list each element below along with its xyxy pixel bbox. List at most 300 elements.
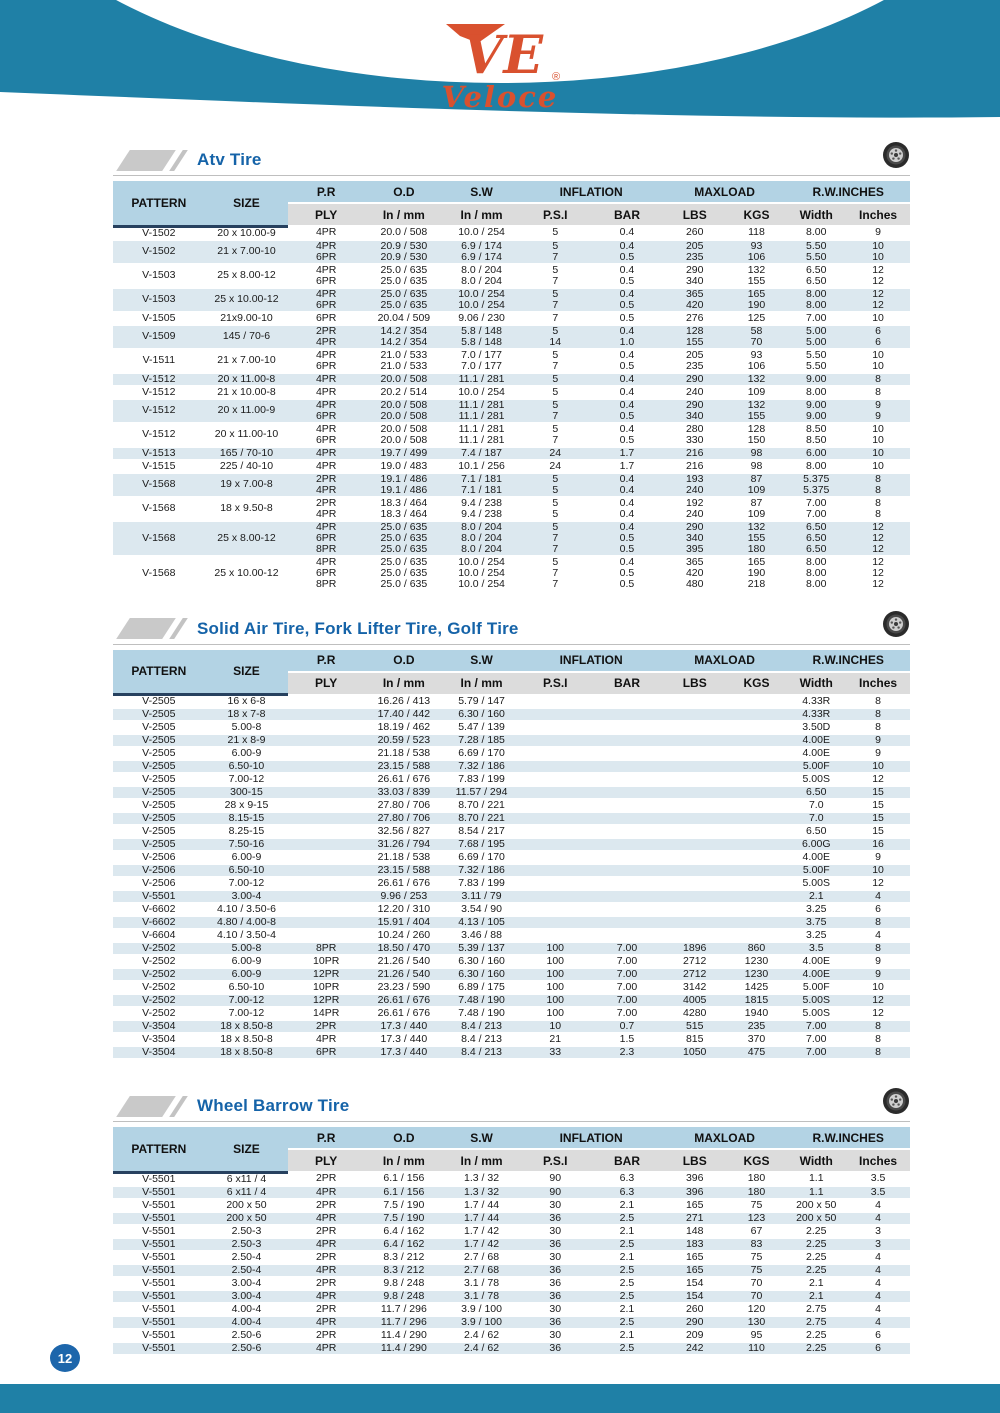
- cell-width: 7.00: [786, 1033, 846, 1046]
- cell-bar: 1.7: [591, 447, 663, 460]
- cell-lbs: 276: [663, 312, 727, 325]
- cell-size: 8.25-15: [205, 825, 289, 838]
- table-row: [113, 460, 910, 473]
- cell-pattern: V-2502: [113, 994, 205, 1007]
- cell-lbs: 271: [663, 1212, 727, 1225]
- cell-inches: 3.5: [846, 1172, 910, 1186]
- cell-sw: 8.0 / 204: [444, 544, 520, 556]
- table-body: [113, 695, 910, 1059]
- cell-od: 6.1 / 156: [364, 1186, 444, 1199]
- cell-ply: 4PR: [288, 264, 364, 276]
- cell-kgs: [727, 929, 787, 942]
- cell-kgs: 132: [727, 521, 787, 533]
- cell-sw: 10.0 / 254: [458, 577, 505, 590]
- cell-width: 4.00E: [786, 955, 846, 968]
- title-parallelogram-decoration: [116, 618, 176, 639]
- cell-inches: 6: [846, 1329, 910, 1342]
- cell-sw: 6.30 / 160: [444, 968, 520, 981]
- table-row: [113, 386, 910, 399]
- cell-kgs: [727, 903, 787, 916]
- cell-lbs: 290: [663, 521, 727, 533]
- cell-size: 6 x11 / 4: [205, 1186, 289, 1199]
- cell-width: 8.00: [786, 460, 846, 473]
- cell-inches: 10: [846, 981, 910, 994]
- cell-inches: 9: [846, 851, 910, 864]
- cell-od: 23.23 / 590: [364, 981, 444, 994]
- cell-inches: 8: [846, 1020, 910, 1033]
- cell-bar: 7.00: [591, 942, 663, 955]
- cell-od: 17.40 / 442: [364, 708, 444, 721]
- cell-pattern: V-2505: [113, 786, 205, 799]
- cell-od: 26.61 / 676: [364, 877, 444, 890]
- cell-psi: 5: [519, 264, 591, 276]
- cell-ply: 4PR: [288, 1033, 364, 1046]
- cell-inches: 8: [846, 386, 910, 399]
- cell-sw: 8.0 / 204: [444, 521, 520, 533]
- cell-width: 2.75: [786, 1303, 846, 1316]
- col-bar: BAR: [591, 672, 663, 695]
- col-size: SIZE: [205, 1127, 289, 1172]
- cell-ply: [288, 773, 364, 786]
- cell-ply: 6PR: [315, 433, 337, 446]
- cell-width: 5.00S: [786, 994, 846, 1007]
- cell-sw: 6.69 / 170: [444, 851, 520, 864]
- cell-ply: 4PR: [288, 349, 364, 361]
- cell-kgs: 83: [727, 1238, 787, 1251]
- cell-ply: [288, 864, 364, 877]
- cell-kgs: 110: [727, 1342, 787, 1354]
- table-row: [113, 955, 910, 968]
- cell-pattern: V-1505: [113, 312, 205, 325]
- cell-pattern: V-5501: [113, 1199, 205, 1212]
- cell-size: 25 x 8.00-12: [205, 521, 289, 556]
- cell-ply: 6PR: [288, 1046, 364, 1058]
- cell-bar: [591, 929, 663, 942]
- cell-width: 2.25: [786, 1251, 846, 1264]
- cell-lbs: 480: [685, 577, 704, 590]
- table-row: [113, 1316, 910, 1329]
- cell-width: 8.00: [786, 386, 846, 399]
- cell-psi: [519, 760, 591, 773]
- cell-od: 8.3 / 212: [364, 1264, 444, 1277]
- cell-bar: 0.5: [591, 533, 663, 544]
- table-row: [113, 399, 910, 411]
- cell-pattern: V-2505: [113, 747, 205, 760]
- cell-ply: [288, 903, 364, 916]
- cell-od: 20.0 / 508: [364, 373, 444, 386]
- cell-width: 3.5: [786, 942, 846, 955]
- cell-size: 145 / 70-6: [205, 325, 289, 349]
- section-title-bar: [113, 614, 910, 645]
- cell-pattern: V-1512: [113, 423, 205, 447]
- cell-bar: 0.5: [619, 433, 635, 446]
- cell-inches: 8: [846, 373, 910, 386]
- cell-psi: [519, 812, 591, 825]
- cell-lbs: 128: [663, 325, 727, 337]
- cell-kgs: 1815: [727, 994, 787, 1007]
- col-inches: Inches: [846, 203, 910, 226]
- cell-ply: 2PR: [288, 473, 364, 485]
- cell-inches: 12: [846, 773, 910, 786]
- cell-psi: 100: [519, 1007, 591, 1020]
- cell-kgs: [727, 734, 787, 747]
- table-row: [113, 838, 910, 851]
- cell-width: 4.00E: [786, 968, 846, 981]
- cell-od: 20.0 / 508: [364, 226, 444, 240]
- title-parallelogram-decoration: [116, 150, 176, 171]
- cell-psi: [519, 851, 591, 864]
- cell-inches: 8: [846, 916, 910, 929]
- cell-bar: 6.3: [591, 1172, 663, 1186]
- cell-psi: [519, 864, 591, 877]
- cell-inches: 8: [846, 1046, 910, 1058]
- cell-pattern: V-1568: [113, 556, 205, 590]
- cell-od: 18.19 / 462: [364, 721, 444, 734]
- col-pr: P.R: [288, 650, 364, 672]
- cell-ply: 2PR: [288, 325, 364, 337]
- cell-bar: 0.4: [591, 473, 663, 485]
- cell-size: 6.50-10: [205, 981, 289, 994]
- cell-pattern: V-2505: [113, 838, 205, 851]
- cell-bar: 7.00: [591, 994, 663, 1007]
- cell-ply: 2PR: [288, 497, 364, 509]
- cell-ply: 4PR: [288, 485, 364, 497]
- cell-kgs: 67: [727, 1225, 787, 1238]
- cell-od: 15.91 / 404: [364, 916, 444, 929]
- cell-size: 21 x 7.00-10: [205, 240, 289, 264]
- cell-bar: 7.00: [591, 981, 663, 994]
- cell-width: 5.50: [786, 252, 846, 264]
- cell-kgs: 109: [727, 386, 787, 399]
- cell-sw: 8.4 / 213: [444, 1046, 520, 1058]
- cell-size: 18 x 8.50-8: [205, 1033, 289, 1046]
- cell-width: 3.75: [786, 916, 846, 929]
- cell-kgs: [727, 916, 787, 929]
- cell-od: 11.7 / 296: [364, 1316, 444, 1329]
- col-od-inmm: In / mm: [364, 672, 444, 695]
- cell-pattern: V-1512: [113, 373, 205, 386]
- table-row: [113, 734, 910, 747]
- table-body: [113, 226, 910, 590]
- cell-ply: 8PR: [288, 942, 364, 955]
- cell-kgs: 155: [747, 274, 766, 287]
- cell-pattern: V-6604: [113, 929, 205, 942]
- cell-pattern: V-2505: [113, 760, 205, 773]
- cell-od: 25.0 / 635: [364, 288, 444, 300]
- cell-psi: 90: [519, 1172, 591, 1186]
- cell-sw: 6.30 / 160: [444, 955, 520, 968]
- cell-kgs: [727, 747, 787, 760]
- cell-size: 6.00-9: [205, 968, 289, 981]
- cell-lbs: [663, 760, 727, 773]
- cell-width: 7.0: [786, 799, 846, 812]
- col-maxload: MAXLOAD: [663, 650, 787, 672]
- cell-psi: 100: [519, 942, 591, 955]
- cell-inches: 12: [846, 877, 910, 890]
- cell-lbs: 3142: [663, 981, 727, 994]
- cell-psi: 7: [519, 544, 591, 556]
- cell-bar: 6.3: [591, 1186, 663, 1199]
- cell-sw: 6.9 / 174: [444, 252, 520, 264]
- solid-air-tire-table: [113, 650, 910, 1059]
- cell-bar: 0.4: [591, 521, 663, 533]
- cell-size: 2.50-3: [205, 1225, 289, 1238]
- cell-inches: 10: [846, 423, 910, 435]
- cell-psi: 5: [519, 325, 591, 337]
- cell-kgs: 132: [727, 399, 787, 411]
- cell-pattern: V-5501: [113, 1329, 205, 1342]
- cell-inches: 9: [846, 734, 910, 747]
- cell-sw: 7.0 / 177: [444, 349, 520, 361]
- cell-pattern: V-1568: [113, 521, 205, 556]
- table-row: [113, 1342, 910, 1354]
- table-row: [113, 1212, 910, 1225]
- cell-kgs: 475: [727, 1046, 787, 1058]
- col-ply: PLY: [288, 672, 364, 695]
- cell-ply: 10PR: [288, 981, 364, 994]
- cell-ply: 2PR: [288, 1020, 364, 1033]
- cell-sw: 3.9 / 100: [444, 1303, 520, 1316]
- cell-psi: 7: [552, 577, 559, 590]
- col-rw-inches: R.W.INCHES: [786, 181, 910, 203]
- cell-od: 26.61 / 676: [364, 1007, 444, 1020]
- cell-pattern: V-6602: [113, 916, 205, 929]
- col-size: SIZE: [205, 181, 289, 226]
- cell-pattern: V-5501: [113, 1212, 205, 1225]
- cell-psi: 5: [519, 556, 591, 568]
- cell-pattern: V-2505: [113, 721, 205, 734]
- cell-psi: 7: [519, 312, 591, 325]
- table-row: [113, 473, 910, 485]
- cell-inches: 12: [846, 1007, 910, 1020]
- cell-od: 20.0 / 508: [364, 399, 444, 411]
- cell-pattern: V-2506: [113, 877, 205, 890]
- cell-pattern: V-1513: [113, 447, 205, 460]
- cell-od: 9.96 / 253: [364, 890, 444, 903]
- cell-lbs: [663, 903, 727, 916]
- cell-ply: 4PR: [288, 1290, 364, 1303]
- cell-psi: 100: [519, 968, 591, 981]
- cell-inches: 10: [846, 312, 910, 325]
- cell-kgs: [727, 825, 787, 838]
- cell-ply: [288, 708, 364, 721]
- cell-ply: 4PR: [288, 1316, 364, 1329]
- table-row: [113, 1277, 910, 1290]
- cell-lbs: [663, 747, 727, 760]
- cell-width: 6.00G: [786, 838, 846, 851]
- section-title-bar: [113, 1091, 910, 1122]
- table-row: [113, 1329, 910, 1342]
- cell-sw: 10.0 / 254: [458, 566, 505, 579]
- table-row: [113, 264, 910, 276]
- cell-lbs: 165: [663, 1251, 727, 1264]
- cell-pattern: V-2506: [113, 851, 205, 864]
- cell-size: 20 x 10.00-9: [205, 226, 289, 240]
- cell-sw: 11.1 / 281: [444, 373, 520, 386]
- table-row: [113, 373, 910, 386]
- cell-inches: 10: [846, 447, 910, 460]
- cell-width: 5.00: [786, 337, 846, 349]
- cell-size: 7.00-12: [205, 773, 289, 786]
- cell-pattern: V-5501: [113, 1172, 205, 1186]
- cell-ply: 4PR: [288, 373, 364, 386]
- cell-kgs: [727, 851, 787, 864]
- cell-kgs: 370: [727, 1033, 787, 1046]
- col-sw: S.W: [444, 650, 520, 672]
- cell-width: 7.00: [806, 507, 827, 520]
- cell-sw: 5.8 / 148: [444, 325, 520, 337]
- cell-size: 6.00-9: [205, 747, 289, 760]
- cell-kgs: 235: [727, 1020, 787, 1033]
- cell-pattern: V-1515: [113, 460, 205, 473]
- cell-size: 2.50-4: [205, 1251, 289, 1264]
- cell-od: 16.26 / 413: [364, 695, 444, 709]
- cell-ply: [288, 812, 364, 825]
- cell-bar: 0.4: [591, 226, 663, 240]
- cell-bar: 2.1: [591, 1303, 663, 1316]
- section-title: Atv Tire: [197, 150, 262, 169]
- cell-width: 9.00: [786, 411, 846, 423]
- cell-width: 4.00E: [786, 851, 846, 864]
- cell-bar: 0.4: [591, 373, 663, 386]
- section-solid-air-tire: [113, 614, 910, 1059]
- cell-lbs: 165: [663, 1199, 727, 1212]
- cell-pattern: V-1512: [113, 386, 205, 399]
- cell-sw: 8.0 / 204: [461, 274, 502, 287]
- cell-pattern: V-5501: [113, 1303, 205, 1316]
- cell-inches: 9: [846, 955, 910, 968]
- cell-width: 5.00: [786, 325, 846, 337]
- cell-sw: 10.0 / 254: [444, 288, 520, 300]
- cell-od: 25.0 / 635: [364, 521, 444, 533]
- cell-width: 7.00: [786, 1020, 846, 1033]
- cell-inches: 12: [846, 264, 910, 276]
- cell-pattern: V-2502: [113, 968, 205, 981]
- cell-inches: 4: [846, 1316, 910, 1329]
- cell-psi: 36: [519, 1277, 591, 1290]
- cell-width: 6.00: [786, 447, 846, 460]
- cell-ply: 6PR: [315, 274, 337, 287]
- cell-bar: [591, 734, 663, 747]
- table-header: [113, 181, 910, 226]
- cell-width: 1.1: [786, 1186, 846, 1199]
- cell-sw: 7.32 / 186: [444, 864, 520, 877]
- cell-lbs: 154: [663, 1290, 727, 1303]
- page-content: [113, 145, 910, 1354]
- cell-width: 2.25: [786, 1238, 846, 1251]
- cell-psi: 30: [519, 1329, 591, 1342]
- cell-ply: 4PR: [288, 399, 364, 411]
- table-body: [113, 1172, 910, 1354]
- cell-sw: 8.0 / 204: [444, 533, 520, 544]
- cell-inches: 9: [846, 411, 910, 423]
- cell-sw: 9.06 / 230: [444, 312, 520, 325]
- logo-mark-text: VE: [463, 25, 543, 86]
- cell-kgs: 123: [727, 1212, 787, 1225]
- cell-width: 6.50: [786, 786, 846, 799]
- cell-psi: 5: [519, 226, 591, 240]
- cell-size: 19 x 7.00-8: [205, 473, 289, 497]
- cell-width: 5.00S: [786, 1007, 846, 1020]
- cell-bar: 2.1: [591, 1251, 663, 1264]
- cell-inches: 4: [846, 929, 910, 942]
- cell-width: 200 x 50: [786, 1199, 846, 1212]
- cell-lbs: [663, 929, 727, 942]
- table-row: [113, 1199, 910, 1212]
- cell-od: 26.61 / 676: [364, 773, 444, 786]
- cell-bar: 1.7: [591, 460, 663, 473]
- cell-kgs: [727, 864, 787, 877]
- cell-kgs: [727, 799, 787, 812]
- cell-pattern: V-2506: [113, 864, 205, 877]
- cell-width: 2.25: [786, 1329, 846, 1342]
- cell-size: 5.00-8: [205, 942, 289, 955]
- cell-sw: 8.70 / 221: [444, 812, 520, 825]
- cell-size: 2.50-4: [205, 1264, 289, 1277]
- table-row: [113, 942, 910, 955]
- cell-lbs: 4280: [663, 1007, 727, 1020]
- col-pr: P.R: [288, 1127, 364, 1149]
- cell-lbs: 242: [663, 1342, 727, 1354]
- cell-ply: 12PR: [288, 968, 364, 981]
- cell-od: 17.3 / 440: [364, 1033, 444, 1046]
- cell-ply: 4PR: [288, 288, 364, 300]
- cell-lbs: 235: [663, 252, 727, 264]
- banner-graphic: [0, 0, 1000, 125]
- cell-size: 4.00-4: [205, 1316, 289, 1329]
- cell-pattern: V-1502: [113, 226, 205, 240]
- table-row: [113, 1007, 910, 1020]
- cell-inches: 9: [846, 968, 910, 981]
- cell-bar: [591, 890, 663, 903]
- cell-width: 5.50: [786, 240, 846, 252]
- cell-psi: 5: [519, 485, 591, 497]
- col-sw: S.W: [444, 181, 520, 203]
- cell-ply: 6PR: [288, 533, 364, 544]
- cell-lbs: [663, 734, 727, 747]
- cell-od: 21.0 / 533: [364, 349, 444, 361]
- cell-width: 8.00: [786, 288, 846, 300]
- col-ply: PLY: [288, 1149, 364, 1172]
- col-width: Width: [786, 1149, 846, 1172]
- cell-bar: [591, 708, 663, 721]
- cell-size: 2.50-3: [205, 1238, 289, 1251]
- cell-ply: 4PR: [288, 460, 364, 473]
- cell-sw: 7.83 / 199: [444, 773, 520, 786]
- col-width: Width: [786, 203, 846, 226]
- cell-bar: 0.5: [591, 252, 663, 264]
- cell-size: 20 x 11.00-8: [205, 373, 289, 386]
- cell-inches: 9: [846, 399, 910, 411]
- cell-inches: 8: [846, 942, 910, 955]
- cell-psi: 5: [519, 386, 591, 399]
- cell-psi: 5: [519, 473, 591, 485]
- cell-width: 6.50: [786, 544, 846, 556]
- cell-inches: 15: [846, 786, 910, 799]
- cell-psi: 30: [519, 1251, 591, 1264]
- cell-pattern: V-5501: [113, 1342, 205, 1354]
- cell-width: 5.00F: [786, 864, 846, 877]
- cell-inches: 3: [846, 1238, 910, 1251]
- cell-sw: 1.3 / 32: [444, 1172, 520, 1186]
- cell-ply: [288, 734, 364, 747]
- cell-kgs: 93: [727, 240, 787, 252]
- cell-kgs: 109: [747, 507, 766, 520]
- cell-pattern: V-5501: [113, 1186, 205, 1199]
- cell-psi: 36: [519, 1290, 591, 1303]
- cell-od: 20.9 / 530: [364, 240, 444, 252]
- cell-lbs: 2712: [663, 955, 727, 968]
